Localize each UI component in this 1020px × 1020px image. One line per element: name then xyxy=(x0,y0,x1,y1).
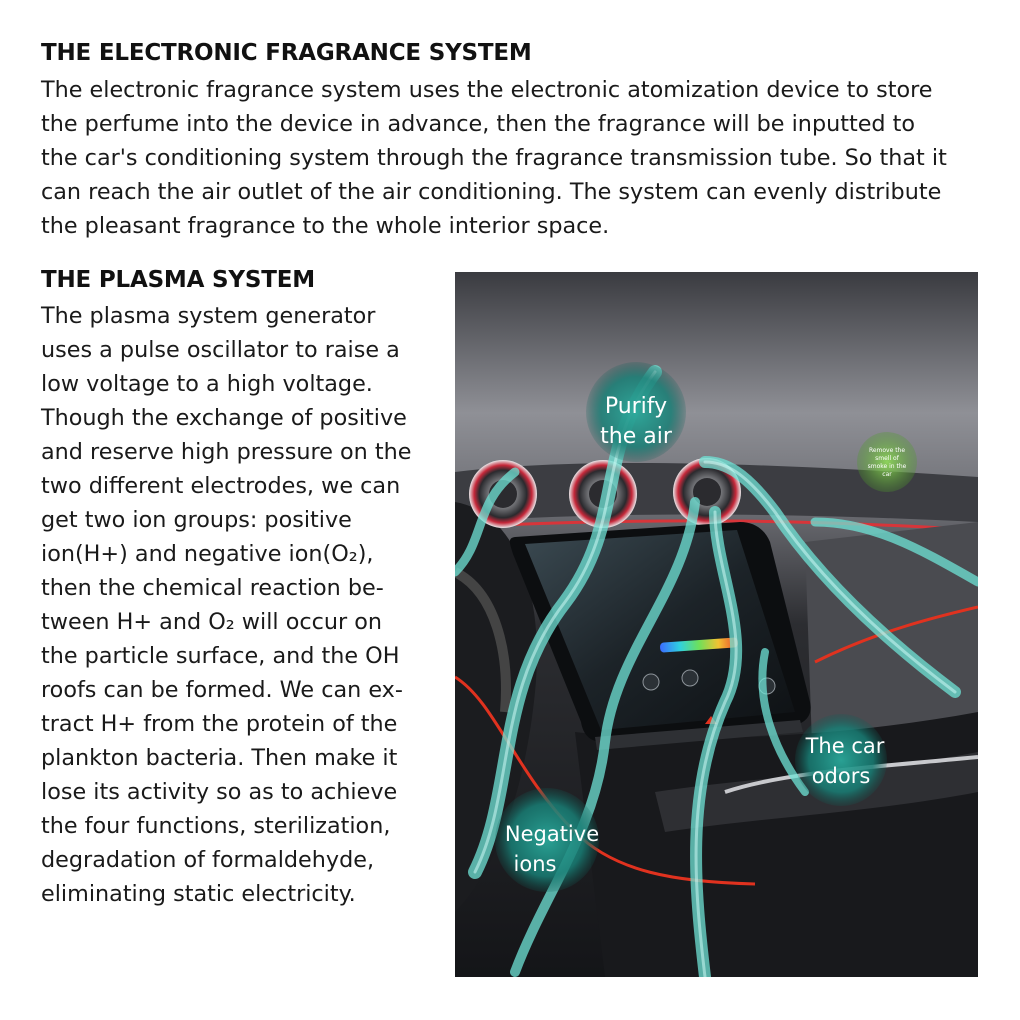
plasma-paragraph xyxy=(41,299,411,911)
plasma-line: eliminating static electricity. xyxy=(41,881,356,907)
plasma-line: low voltage to a high voltage. xyxy=(41,371,373,397)
odors-label-2: odors xyxy=(811,764,871,788)
fragrance-line: The electronic fragrance system uses the electronic atomization device to store xyxy=(41,77,933,103)
plasma-line: then the chemical reaction be- xyxy=(41,575,384,601)
plasma-line: tract H+ from the protein of the xyxy=(41,711,398,737)
fragrance-line: the pleasant fragrance to the whole interior space. xyxy=(41,213,610,239)
fragrance-heading: THE ELECTRONIC FRAGRANCE SYSTEM xyxy=(41,40,532,66)
purify-bubble xyxy=(586,362,686,462)
fragrance-line: the car's conditioning system through the fragrance transmission tube. So that it xyxy=(41,145,947,171)
plasma-line: lose its activity so as to achieve xyxy=(41,779,398,805)
smoke-bubble xyxy=(857,432,917,492)
fragrance-line: the perfume into the device in advance, then the fragrance will be inputted to xyxy=(41,111,916,137)
smoke-label-4: car xyxy=(882,471,892,478)
plasma-line: ion(H+) and negative ion(O₂), xyxy=(41,541,374,567)
fragrance-paragraph xyxy=(41,73,947,243)
purify-label-2: the air xyxy=(600,424,672,449)
plasma-line: tween H+ and O₂ will occur on xyxy=(41,609,383,635)
plasma-line: the four functions, sterilization, xyxy=(41,813,391,839)
odors-bubble xyxy=(795,714,887,806)
negative-label-1: Negative xyxy=(504,822,600,846)
plasma-line: roofs can be formed. We can ex- xyxy=(41,677,403,703)
smoke-label-3: smoke in the xyxy=(867,463,907,470)
plasma-line: the particle surface, and the OH xyxy=(41,643,400,669)
plasma-line: The plasma system generator xyxy=(41,303,376,329)
negative-label-2: ions xyxy=(513,852,557,876)
smoke-label-1: Remove the xyxy=(868,447,906,454)
purify-label-1: Purify xyxy=(604,394,668,419)
odors-label-1: The car xyxy=(805,734,885,758)
plasma-line: Though the exchange of positive xyxy=(41,405,407,431)
plasma-line: degradation of formaldehyde, xyxy=(41,847,375,873)
fragrance-line: can reach the air outlet of the air conditioning. The system can evenly distribute xyxy=(41,179,942,205)
plasma-line: plankton bacteria. Then make it xyxy=(41,745,398,771)
plasma-line: two different electrodes, we can xyxy=(41,473,401,499)
plasma-line: uses a pulse oscillator to raise a xyxy=(41,337,400,363)
plasma-heading: THE PLASMA SYSTEM xyxy=(41,267,315,293)
smoke-label-2: smell of xyxy=(875,455,899,462)
plasma-line: and reserve high pressure on the xyxy=(41,439,412,465)
plasma-line: get two ion groups: positive xyxy=(41,507,352,533)
car-interior-photo xyxy=(455,272,978,977)
negative-ions-bubble xyxy=(495,788,599,892)
